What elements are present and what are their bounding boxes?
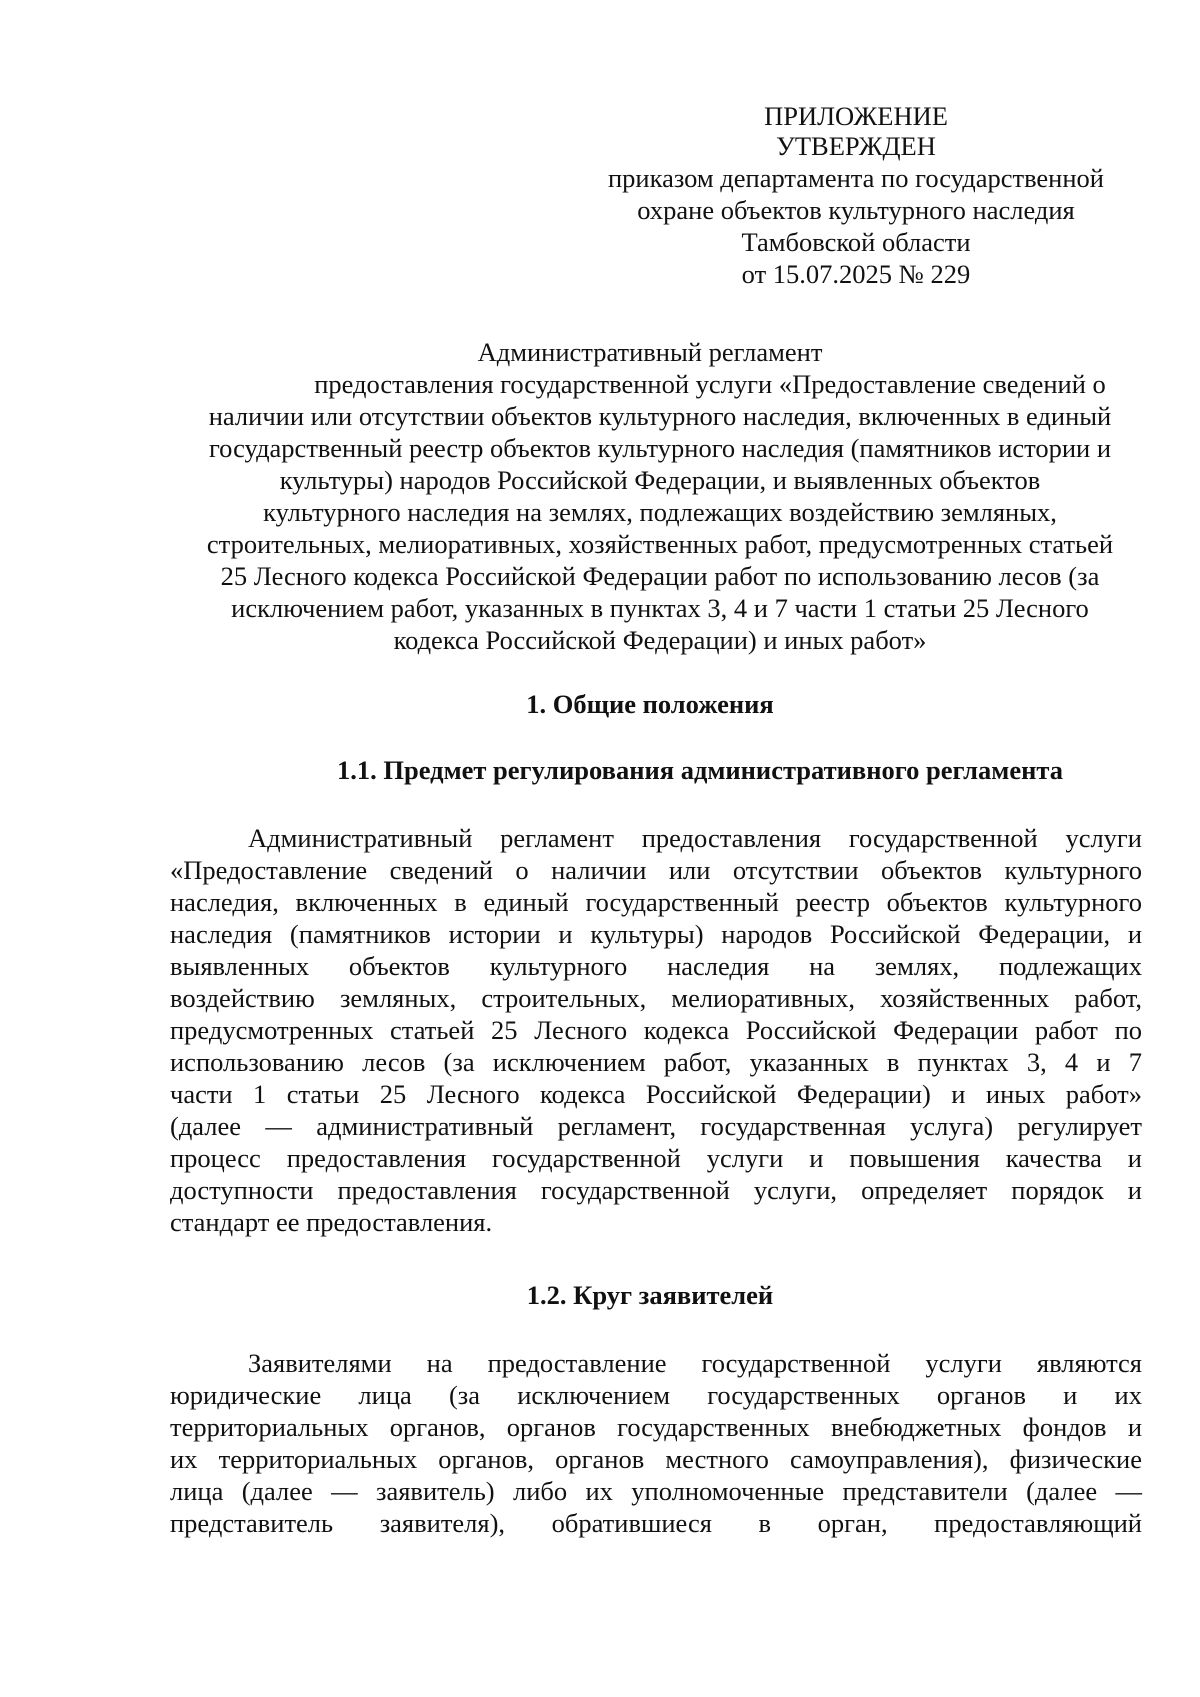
paragraph-line: воздействию земляных, строительных, мелиоративных, хозяйственных работ, — [170, 983, 1142, 1013]
paragraph-line: их территориальных органов, органов местного самоуправления), физические — [170, 1444, 1142, 1474]
approval-line: Тамбовской области — [741, 227, 971, 257]
paragraph-line: Административный регламент предоставления государственной услуги — [248, 823, 1142, 853]
paragraph-line: (далее — административный регламент, государственная услуга) регулирует — [170, 1111, 1142, 1141]
paragraph-line: представитель заявителя), обратившиеся в орган, предоставляющий — [170, 1508, 1142, 1538]
paragraph-line: части 1 статьи 25 Лесного кодекса Российской Федерации) и иных работ» — [170, 1079, 1142, 1109]
title-line: культурного наследия на землях, подлежащих воздействию земляных, — [263, 497, 1057, 527]
title-line: 25 Лесного кодекса Российской Федерации работ по использованию лесов (за — [220, 561, 1100, 591]
paragraph-line: юридические лица (за исключением государственных органов и их — [170, 1380, 1142, 1410]
section-1-heading: 1. Общие положения — [526, 689, 774, 719]
paragraph-line: процесс предоставления государственной услуги и повышения качества и — [170, 1143, 1142, 1173]
title-line: исключением работ, указанных в пунктах 3, 4 и 7 части 1 статьи 25 Лесного — [231, 593, 1089, 623]
title-line: строительных, мелиоративных, хозяйственных работ, предусмотренных статьей — [206, 529, 1114, 559]
paragraph-line: доступности предоставления государственной услуги, определяет порядок и — [170, 1175, 1142, 1205]
title-line: кодекса Российской Федерации) и иных работ» — [393, 625, 927, 655]
paragraph-line: территориальных органов, органов государственных внебюджетных фондов и — [170, 1412, 1142, 1442]
paragraph-line: «Предоставление сведений о наличии или отсутствии объектов культурного — [170, 855, 1142, 885]
subsection-1-1-heading: 1.1. Предмет регулирования административного регламента — [337, 755, 1063, 785]
paragraph-line: наследия (памятников истории и культуры) народов Российской Федерации, и — [170, 919, 1142, 949]
title-heading: Административный регламент — [477, 337, 823, 367]
paragraph-line: выявленных объектов культурного наследия на землях, подлежащих — [170, 951, 1142, 981]
subsection-1-2-heading: 1.2. Круг заявителей — [526, 1280, 774, 1310]
paragraph-line: использованию лесов (за исключением работ, указанных в пунктах 3, 4 и 7 — [170, 1047, 1142, 1077]
title-line: наличии или отсутствии объектов культурного наследия, включенных в единый — [208, 401, 1112, 431]
approval-label-appendix: ПРИЛОЖЕНИЕ — [764, 101, 948, 131]
paragraph-line: лица (далее — заявитель) либо их уполномоченные представители (далее — — [170, 1476, 1142, 1506]
title-line: культуры) народов Российской Федерации, и выявленных объектов — [279, 465, 1041, 495]
paragraph-line: стандарт ее предоставления. — [170, 1207, 493, 1237]
title-line: государственный реестр объектов культурного наследия (памятников истории и — [208, 433, 1112, 463]
approval-label-approved: УТВЕРЖДЕН — [776, 131, 936, 161]
approval-order-number: от 15.07.2025 № 229 — [741, 259, 971, 289]
paragraph-line: наследия, включенных в единый государственный реестр объектов культурного — [170, 887, 1142, 917]
approval-line: охране объектов культурного наследия — [637, 195, 1075, 225]
paragraph-line: предусмотренных статьей 25 Лесного кодекса Российской Федерации работ по — [170, 1015, 1142, 1045]
approval-line: приказом департамента по государственной — [608, 163, 1104, 193]
paragraph-line: Заявителями на предоставление государственной услуги являются — [248, 1348, 1142, 1378]
title-line: предоставления государственной услуги «Предоставление сведений о — [314, 369, 1106, 399]
